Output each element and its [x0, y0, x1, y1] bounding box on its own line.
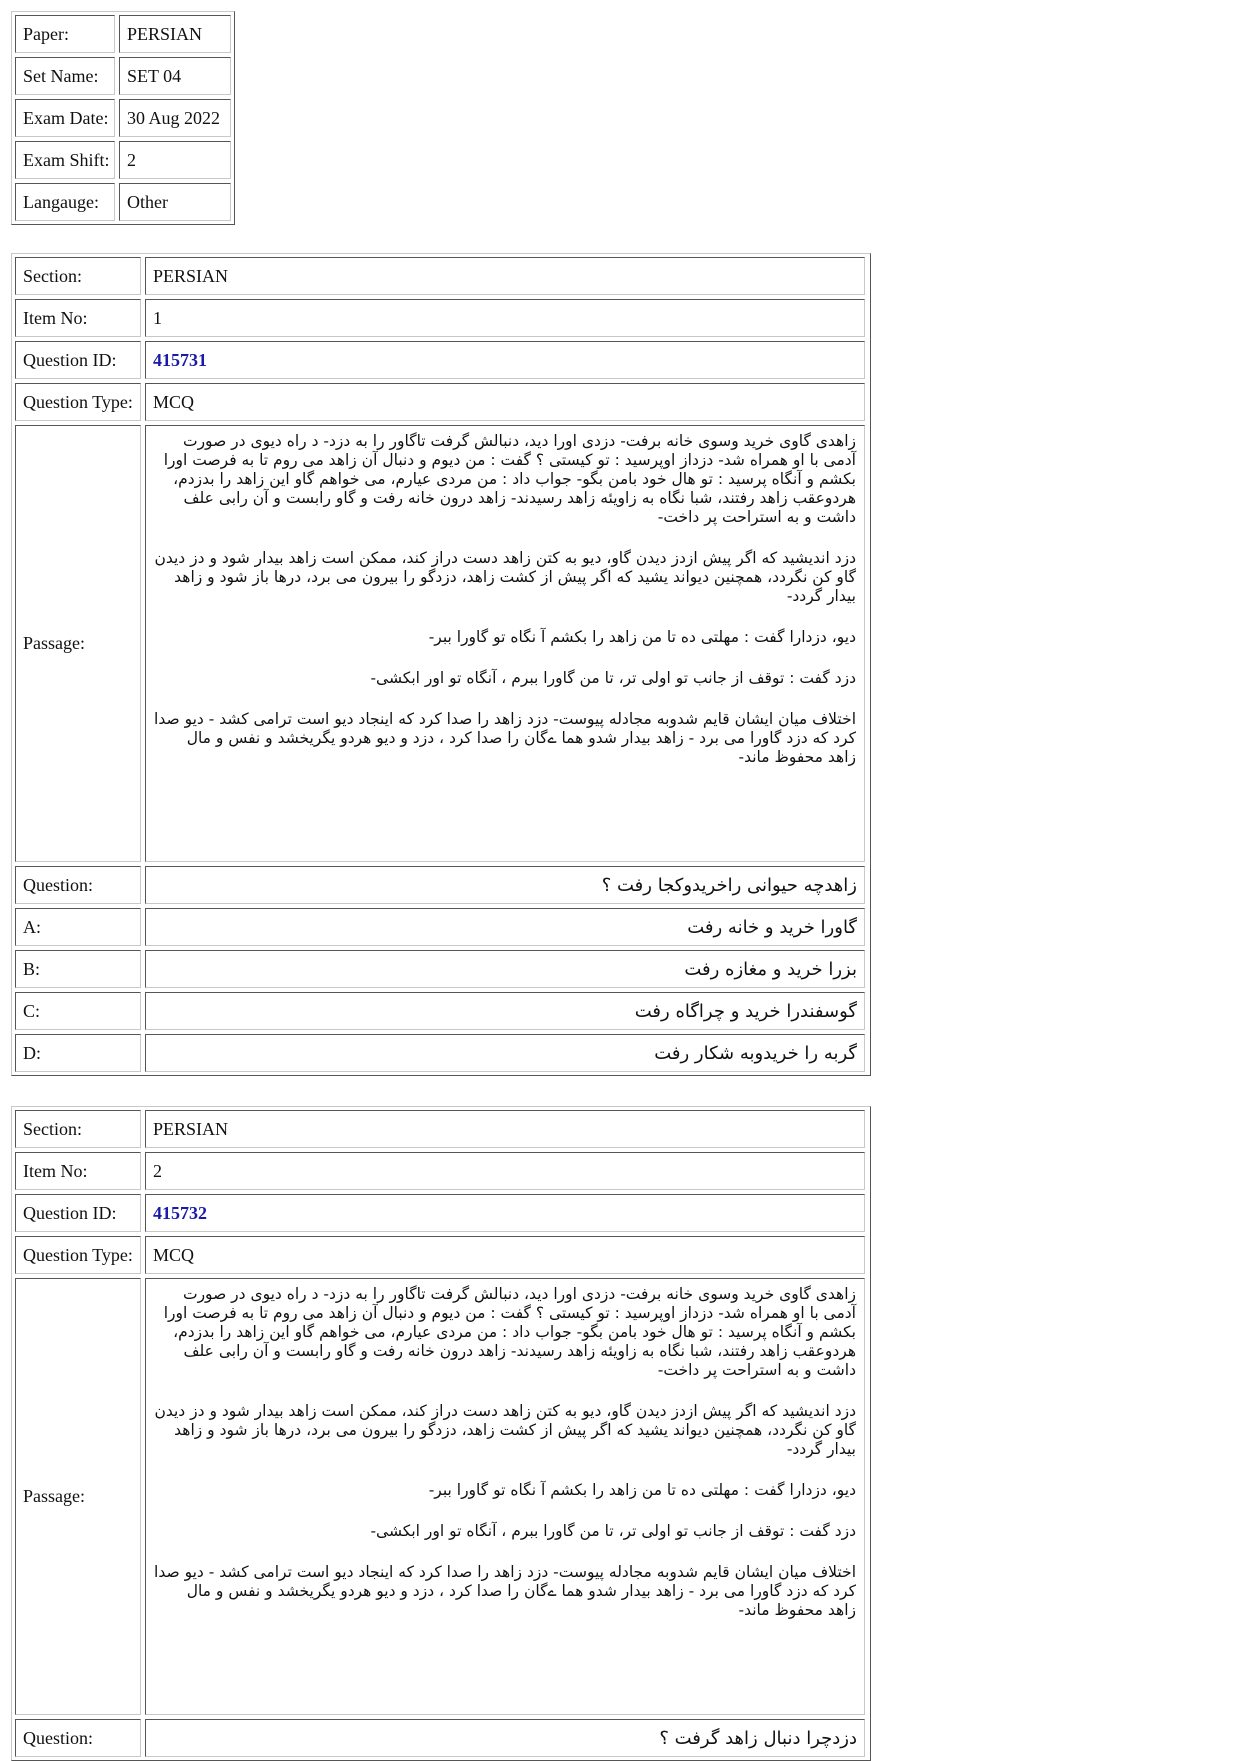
option-b-label: B:: [15, 950, 141, 988]
item-no-row: [15, 1152, 867, 1190]
section-label: Section:: [15, 257, 141, 295]
passage-label: Passage:: [15, 1278, 141, 1715]
option-a-row: [15, 908, 867, 946]
option-b-text: بزرا خرید و مغازه رفت: [145, 950, 865, 988]
question-text: دزدچرا دنبال زاهد گرفت ؟: [145, 1719, 865, 1757]
passage-paragraph: دیو، دزدارا گفت : مهلتی ده تا من زاهد را بکشم آ نگاه تو گاورا ببر-: [428, 1481, 856, 1499]
meta-value: SET 04: [119, 57, 231, 95]
option-c-label: C:: [15, 992, 141, 1030]
question-row: [15, 1719, 867, 1757]
item-no-label: Item No:: [15, 299, 141, 337]
question-id-label: Question ID:: [15, 341, 141, 379]
passage-paragraph: اختلاف میان ایشان قایم شدوبه مجادله پیوست- دزد زاهد را صدا کرد که اینجاد دیو است ترامی کشد - دیو صدا کرد که دزد گاورا می برد - زاهد بیدار شدو هما ےگان را صدا کرد ، دزد و دیو هردو یگریخشد و نفس و مال زاهد محفوظ ماند-: [154, 1563, 856, 1619]
option-a-label: A:: [15, 908, 141, 946]
item-no-label: Item No:: [15, 1152, 141, 1190]
question-id-row: [15, 1194, 867, 1232]
meta-row-set-name: [15, 57, 231, 95]
option-d-text: گربه را خریدوبه شکار رفت: [145, 1034, 865, 1072]
exam-meta-table: [11, 11, 235, 225]
passage-paragraph: دزد اندیشید که اگر پیش ازدز دیدن گاو، دیو به کتن زاهد دست دراز کند، ممکن است زاهد بیدار شود و دز دیدن گاو کن نگردد، همچنین دیواند یشید که اگر پیش از کشت زاهد، دزدگو را بیرون می برد، درها باز شود و زاهد بیدار گردد-: [154, 1402, 856, 1458]
section-value: PERSIAN: [145, 257, 865, 295]
meta-label: Exam Shift:: [15, 141, 115, 179]
question-label: Question:: [15, 1719, 141, 1757]
option-c-text: گوسفندرا خرید و چراگاه رفت: [145, 992, 865, 1030]
meta-value: PERSIAN: [119, 15, 231, 53]
option-d-label: D:: [15, 1034, 141, 1072]
option-d-row: [15, 1034, 867, 1072]
passage-paragraph: زاهدی گاوی خرید وسوی خانه برفت- دزدی اورا دید، دنبالش گرفت تاگاور را به دزد- د راه دیوی در صورت آدمی با او همراه شد- دزداز اوپرسید : تو کیستی ؟ گفت : من دیوم و دنبال آن زاهد می روم تا به فرصت اورا بکشم و آنگاه پرسید : تو هال خود بامن بگو- جواب داد : من مردی عیارم، می خواهم گاو این زاهد را بدزدم، هردوعقب زاهد رفتند، شبا نگاه به زاویئه زاهد رسیدند- زاهد درون خانه رفت و گاو رابست و آن رابی علف داشت و به استراحت پر داخت-: [163, 432, 856, 526]
meta-value: 30 Aug 2022: [119, 99, 231, 137]
meta-label: Exam Date:: [15, 99, 115, 137]
passage-paragraph: دزد اندیشید که اگر پیش ازدز دیدن گاو، دیو به کتن زاهد دست دراز کند، ممکن است زاهد بیدار شود و دز دیدن گاو کن نگردد، همچنین دیواند یشید که اگر پیش از کشت زاهد، دزدگو را بیرون می برد، درها باز شود و زاهد بیدار گردد-: [154, 549, 856, 605]
option-a-text: گاورا خرید و خانه رفت: [145, 908, 865, 946]
question-text: زاهدچه حیوانی راخریدوکجا رفت ؟: [145, 866, 865, 904]
passage-paragraph: اختلاف میان ایشان قایم شدوبه مجادله پیوست- دزد زاهد را صدا کرد که اینجاد دیو است ترامی کشد - دیو صدا کرد که دزد گاورا می برد - زاهد بیدار شدو هما ےگان را صدا کرد ، دزد و دیو هردو یگریخشد و نفس و مال زاهد محفوظ ماند-: [154, 710, 856, 766]
meta-value: Other: [119, 183, 231, 221]
section-row: [15, 1110, 867, 1148]
question-id-label: Question ID:: [15, 1194, 141, 1232]
meta-label: Paper:: [15, 15, 115, 53]
passage-paragraph: زاهدی گاوی خرید وسوی خانه برفت- دزدی اورا دید، دنبالش گرفت تاگاور را به دزد- د راه دیوی در صورت آدمی با او همراه شد- دزداز اوپرسید : تو کیستی ؟ گفت : من دیوم و دنبال آن زاهد می روم تا به فرصت اورا بکشم و آنگاه پرسید : تو هال خود بامن بگو- جواب داد : من مردی عیارم، می خواهم گاو این زاهد را بدزدم، هردوعقب زاهد رفتند، شبا نگاه به زاویئه زاهد رسیدند- زاهد درون خانه رفت و گاو رابست و آن رابی علف داشت و به استراحت پر داخت-: [163, 1285, 856, 1379]
meta-row-language: [15, 183, 231, 221]
item-no-row: [15, 299, 867, 337]
section-value: PERSIAN: [145, 1110, 865, 1148]
passage-row: [15, 1278, 867, 1715]
item-no-value: 1: [145, 299, 865, 337]
question-type-value: MCQ: [145, 383, 865, 421]
question-id-row: [15, 341, 867, 379]
option-c-row: [15, 992, 867, 1030]
meta-row-paper: [15, 15, 231, 53]
question-id-value: 415732: [145, 1194, 865, 1232]
item-no-value: 2: [145, 1152, 865, 1190]
passage-paragraph: دزد گفت : توقف از جانب تو اولی تر، تا من گاورا ببرم ، آنگاه تو اور ابکشی-: [370, 1522, 856, 1540]
question-id-value: 415731: [145, 341, 865, 379]
question-type-label: Question Type:: [15, 1236, 141, 1274]
question-type-label: Question Type:: [15, 383, 141, 421]
meta-row-exam-shift: [15, 141, 231, 179]
meta-value: 2: [119, 141, 231, 179]
option-b-row: [15, 950, 867, 988]
passage-paragraph: دیو، دزدارا گفت : مهلتی ده تا من زاهد را بکشم آ نگاه تو گاورا ببر-: [428, 628, 856, 646]
question-type-row: [15, 1236, 867, 1274]
passage-text: [145, 1278, 865, 1715]
meta-row-exam-date: [15, 99, 231, 137]
meta-label: Set Name:: [15, 57, 115, 95]
question-type-row: [15, 383, 867, 421]
question-row: [15, 866, 867, 904]
section-label: Section:: [15, 1110, 141, 1148]
question-item-1: [11, 253, 871, 1076]
passage-paragraph: دزد گفت : توقف از جانب تو اولی تر، تا من گاورا ببرم ، آنگاه تو اور ابکشی-: [370, 669, 856, 687]
passage-row: [15, 425, 867, 862]
question-type-value: MCQ: [145, 1236, 865, 1274]
question-item-2: [11, 1106, 871, 1761]
passage-text: [145, 425, 865, 862]
section-row: [15, 257, 867, 295]
meta-label: Langauge:: [15, 183, 115, 221]
question-label: Question:: [15, 866, 141, 904]
passage-label: Passage:: [15, 425, 141, 862]
